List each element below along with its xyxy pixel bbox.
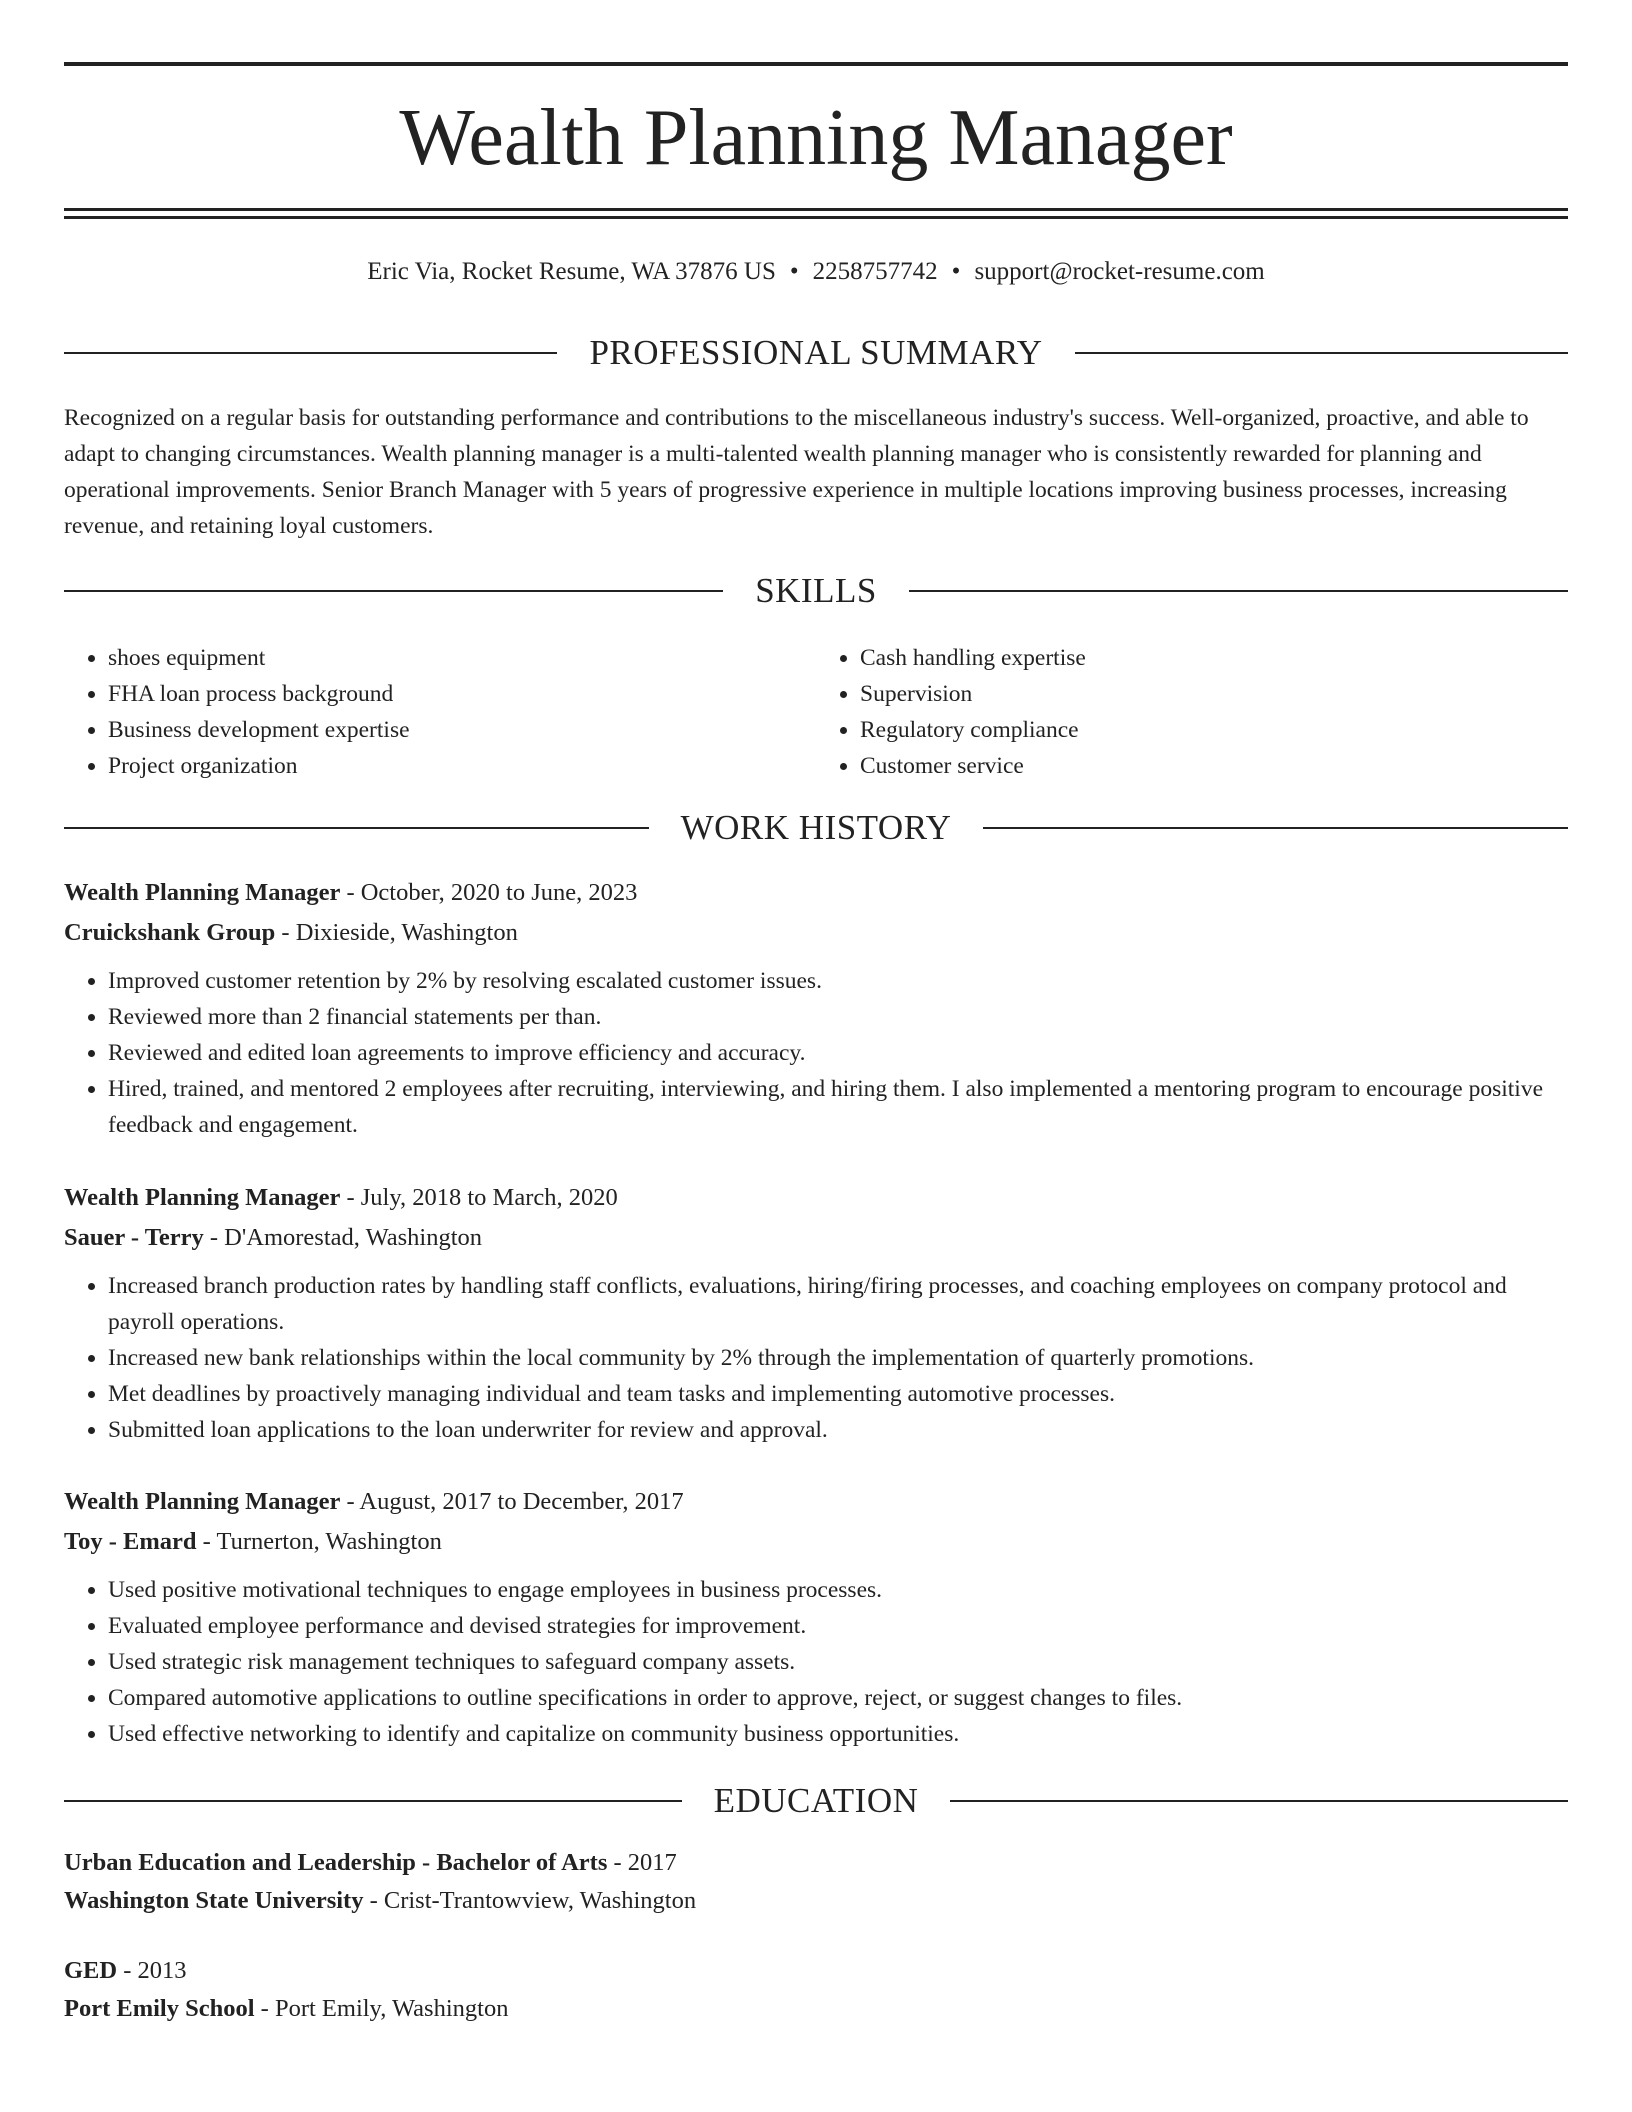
job-bullet: • Evaluated employee performance and devised strategies for improvement. [108,1608,1568,1644]
job-dates: - October, 2020 to June, 2023 [340,879,638,906]
education-entry [64,1844,1568,1920]
contact-line [64,254,1568,290]
job-title: Wealth Planning Manager [64,1488,341,1515]
job-bullets [64,963,1568,1143]
contact-address: Eric Via, Rocket Resume, WA 37876 US [367,258,776,285]
skill-item: • shoes equipment [108,640,816,676]
summary-text: Recognized on a regular basis for outstanding performance and contributions to the miscellaneous industry's success. Well-organized, proactive, and able to adapt to changing circumstances. Wealth planning manager is a multi-talented wealth planning manager who is consistently rewarded for planning and operational improvements. Senior Branch Manager with 5 years of progressive experience in multiple locations improving business processes, increasing revenue, and retaining loyal customers. [64,405,1529,539]
resume-title: Wealth Planning Manager [399,94,1233,182]
job-bullet: • Hired, trained, and mentored 2 employees after recruiting, interviewing, and hiring them. I also implemented a mentoring program to encourage positive feedback and engagement. [108,1071,1568,1143]
job-title-line [64,1178,1568,1218]
job-bullet: • Increased branch production rates by handling staff conflicts, evaluations, hiring/firing processes, and coaching employees on company protocol and payroll operations. [108,1268,1568,1340]
heading-rule [64,590,723,592]
degree-name: Urban Education and Leadership - Bachelor of Arts [64,1849,608,1876]
job-bullet: • Used strategic risk management techniques to safeguard company assets. [108,1644,1568,1680]
school-name: Washington State University [64,1887,364,1914]
job-bullet: • Improved customer retention by 2% by resolving escalated customer issues. [108,963,1568,999]
job-title-line [64,1482,1568,1522]
contact-separator: • [951,258,961,285]
school-location: - Port Emily, Washington [254,1995,509,2022]
job-dates: - July, 2018 to March, 2020 [340,1184,618,1211]
job-bullet: • Compared automotive applications to outline specifications in order to approve, reject, or suggest changes to files. [108,1680,1568,1716]
skill-item: • Project organization [108,748,816,784]
degree-year: - 2017 [607,1849,677,1876]
skill-item: • FHA loan process background [108,676,816,712]
education-section-heading [64,1779,1568,1823]
education-heading-label: EDUCATION [713,1781,919,1820]
job-bullet: • Used positive motivational techniques to engage employees in business processes. [108,1572,1568,1608]
summary-section-heading [64,331,1568,375]
job-entry [64,1482,1568,1752]
school-line [64,1882,1568,1920]
contact-separator: • [789,258,799,285]
heading-rule [64,1800,682,1802]
company-line [64,1522,1568,1562]
skills-heading-label: SKILLS [755,571,877,610]
job-bullet: • Used effective networking to identify and capitalize on community business opportunities. [108,1716,1568,1752]
work-section-heading [64,806,1568,850]
company-location: - Dixieside, Washington [275,919,518,946]
education-entry [64,1952,1568,2028]
school-line [64,1990,1568,2028]
job-bullets [64,1572,1568,1752]
title-rule-lower [64,216,1568,219]
contact-phone: 2258757742 [812,258,938,285]
heading-rule [1075,352,1568,354]
heading-rule [64,352,557,354]
degree-name: GED [64,1957,118,1984]
company-location: - D'Amorestad, Washington [203,1224,483,1251]
summary-heading-label: PROFESSIONAL SUMMARY [589,333,1043,372]
degree-year: - 2013 [117,1957,187,1984]
company-location: - Turnerton, Washington [196,1528,442,1555]
skills-column-left [64,640,816,784]
job-bullet: • Submitted loan applications to the loan underwriter for review and approval. [108,1412,1568,1448]
job-bullet: • Reviewed and edited loan agreements to improve efficiency and accuracy. [108,1035,1568,1071]
company-name: Sauer - Terry [64,1224,204,1251]
job-bullet: • Reviewed more than 2 financial statements per than. [108,999,1568,1035]
skills-section-heading [64,569,1568,613]
school-name: Port Emily School [64,1995,255,2022]
skills-column-right [816,640,1568,784]
skill-item: • Cash handling expertise [860,640,1568,676]
skills-list [64,640,1568,784]
company-line [64,1218,1568,1258]
job-title: Wealth Planning Manager [64,1184,341,1211]
job-dates: - August, 2017 to December, 2017 [340,1488,684,1515]
skill-item: • Business development expertise [108,712,816,748]
job-title-line [64,873,1568,913]
skill-item: • Supervision [860,676,1568,712]
job-entry [64,1178,1568,1448]
company-line [64,913,1568,953]
job-bullet: • Increased new bank relationships within the local community by 2% through the implementation of quarterly promotions. [108,1340,1568,1376]
company-name: Toy - Emard [64,1528,197,1555]
job-bullets [64,1268,1568,1448]
heading-rule [983,827,1568,829]
school-location: - Crist-Trantowview, Washington [363,1887,697,1914]
job-bullet: • Met deadlines by proactively managing individual and team tasks and implementing automotive processes. [108,1376,1568,1412]
heading-rule [64,827,649,829]
contact-email: support@rocket-resume.com [974,258,1265,285]
heading-rule [909,590,1568,592]
skill-item: • Regulatory compliance [860,712,1568,748]
work-heading-label: WORK HISTORY [680,808,952,847]
skill-item: • Customer service [860,748,1568,784]
job-entry [64,873,1568,1143]
heading-rule [950,1800,1568,1802]
degree-line [64,1844,1568,1882]
job-title: Wealth Planning Manager [64,879,341,906]
title-rule-upper [64,208,1568,211]
degree-line [64,1952,1568,1990]
company-name: Cruickshank Group [64,919,276,946]
top-rule [64,62,1568,66]
